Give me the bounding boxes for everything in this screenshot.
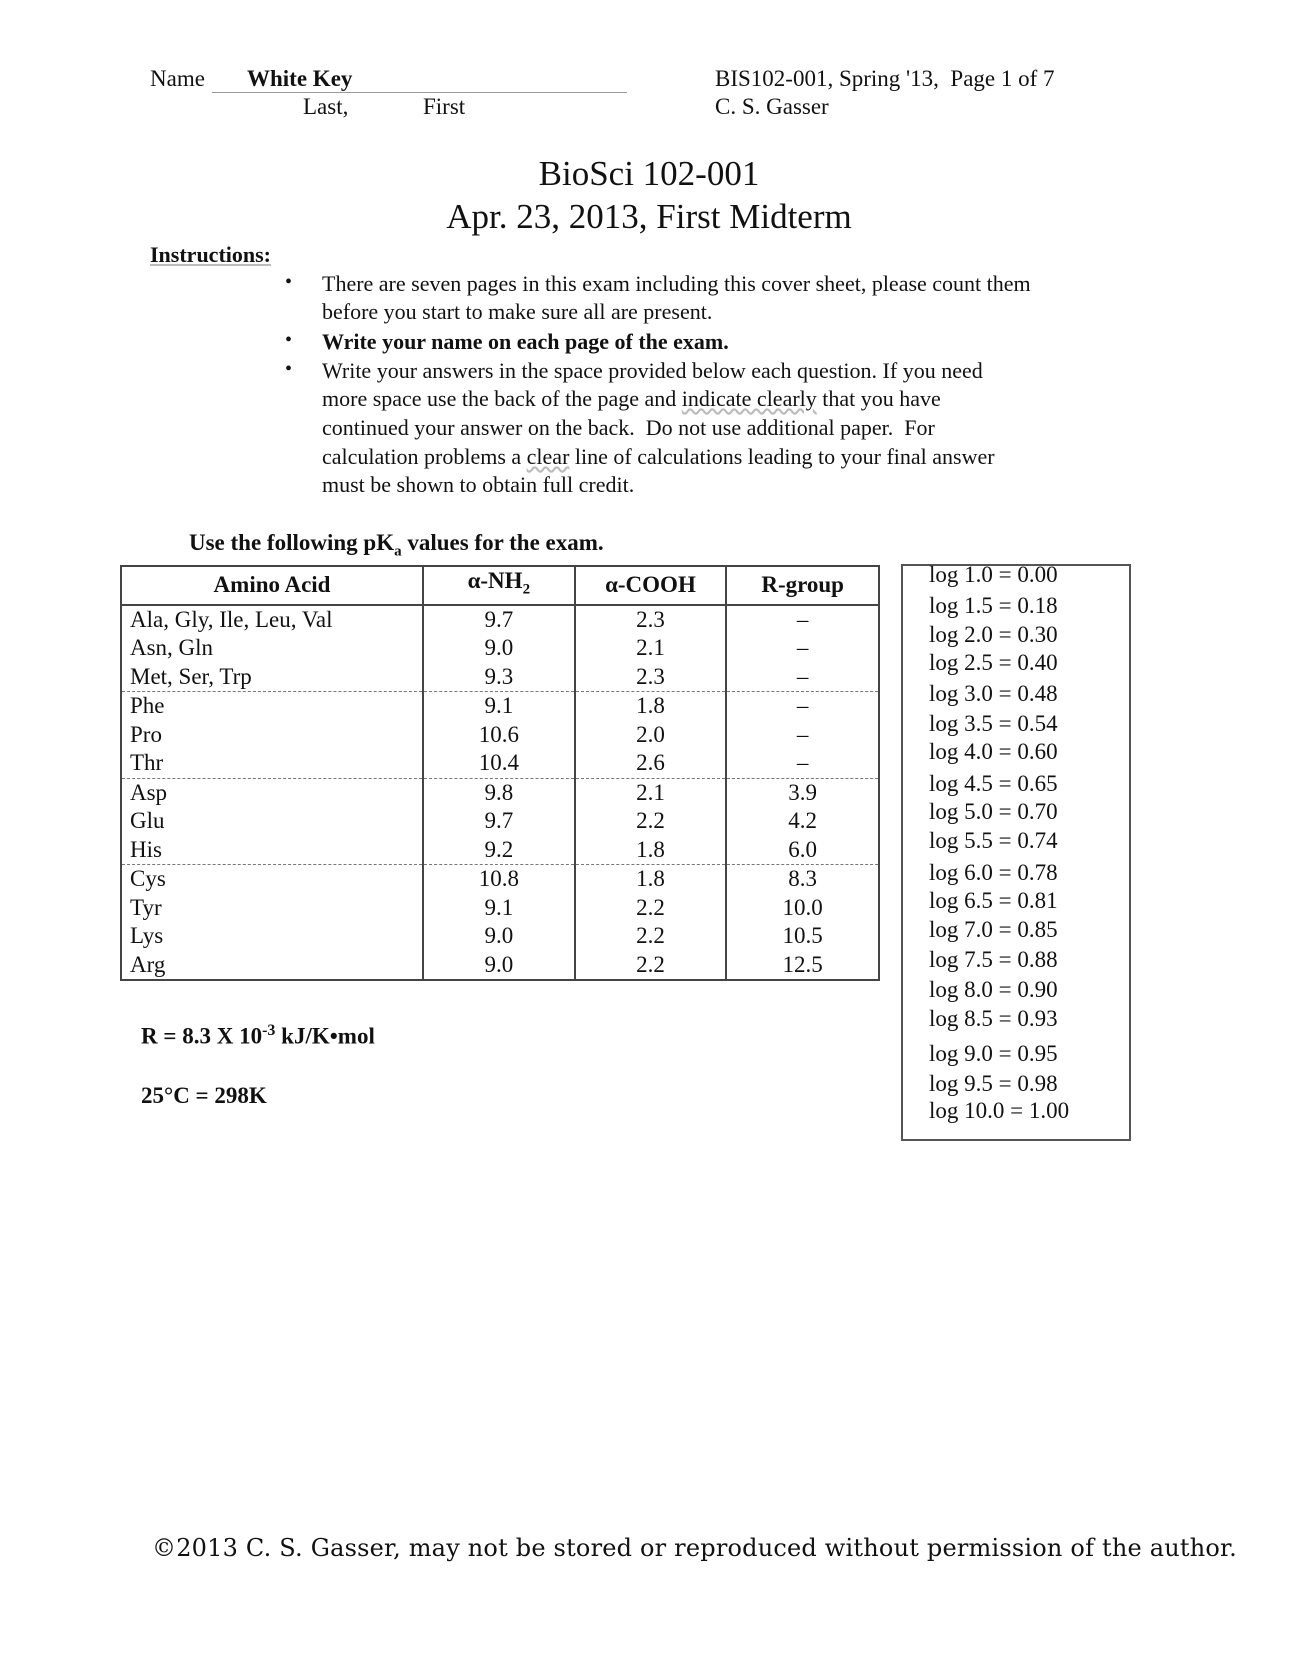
gas-constant-value: R = 8.3 X 10 (141, 1023, 263, 1049)
last-label: Last, (303, 94, 349, 119)
amino-acid-cell: Glu (121, 807, 423, 836)
pka-table-body (121, 605, 879, 981)
alpha-nh2-cell: 9.8 (423, 778, 575, 807)
pka-caption-sub: a (394, 543, 402, 560)
instruction-3-line-2-a: more space use the back of the page and (322, 386, 682, 411)
nh2-label: α-NH (467, 568, 523, 593)
instruction-2: Write your name on each page of the exam. (322, 329, 729, 354)
alpha-nh2-cell: 10.8 (423, 865, 575, 894)
table-row (121, 663, 879, 692)
col-header-r-group: R-group (726, 566, 879, 605)
pka-header-row (121, 566, 879, 605)
alpha-nh2-cell: 9.0 (423, 922, 575, 951)
log-entry: log 4.0 = 0.60 (929, 739, 1058, 764)
log-entry: log 3.5 = 0.54 (929, 711, 1058, 736)
table-row (121, 922, 879, 951)
course-title: BioSci 102-001 (538, 154, 760, 193)
instruction-3-line-2-c: that you have (816, 386, 941, 411)
amino-acid-cell: Tyr (121, 894, 423, 923)
alpha-cooh-cell: 1.8 (575, 836, 727, 865)
r-group-cell: 6.0 (726, 836, 879, 865)
r-group-cell: – (726, 663, 879, 692)
name-underline (212, 92, 627, 93)
r-group-cell: 3.9 (726, 778, 879, 807)
amino-acid-cell: Arg (121, 951, 423, 981)
alpha-cooh-cell: 2.2 (575, 807, 727, 836)
alpha-cooh-cell: 2.3 (575, 663, 727, 692)
pka-caption (189, 530, 604, 561)
log-entry: log 2.5 = 0.40 (929, 650, 1058, 675)
alpha-cooh-cell: 2.2 (575, 894, 727, 923)
alpha-nh2-cell: 9.1 (423, 692, 575, 721)
r-group-cell: – (726, 721, 879, 750)
log-entry: log 1.0 = 0.00 (929, 562, 1058, 587)
alpha-nh2-cell: 9.0 (423, 951, 575, 981)
table-row (121, 778, 879, 807)
r-group-cell: – (726, 605, 879, 635)
gas-constant-units: kJ/K•mol (275, 1023, 375, 1049)
instructor-name: C. S. Gasser (715, 94, 829, 119)
alpha-nh2-cell: 10.6 (423, 721, 575, 750)
col-header-amino-acid: Amino Acid (121, 566, 423, 605)
bullet-3: • (285, 358, 293, 380)
log-entry: log 1.5 = 0.18 (929, 593, 1058, 618)
log-entry: log 5.0 = 0.70 (929, 799, 1058, 824)
amino-acid-cell: Asp (121, 778, 423, 807)
instruction-3-line-4-a: calculation problems a (322, 444, 527, 469)
alpha-nh2-cell: 9.1 (423, 894, 575, 923)
r-group-cell: 10.0 (726, 894, 879, 923)
table-row (121, 749, 879, 778)
instruction-3-line-4 (322, 442, 1152, 471)
table-row (121, 807, 879, 836)
amino-acid-cell: Thr (121, 749, 423, 778)
pka-caption-post: values for the exam. (401, 530, 604, 555)
instruction-3-line-1: Write your answers in the space provided below each question. If you need (322, 358, 983, 383)
instruction-3-line-3: continued your answer on the back. Do not use additional paper. For (322, 415, 935, 440)
log-entry: log 6.5 = 0.81 (929, 888, 1058, 913)
log-entry: log 5.5 = 0.74 (929, 828, 1058, 853)
amino-acid-cell: Cys (121, 865, 423, 894)
r-group-cell: – (726, 692, 879, 721)
log-entry: log 7.0 = 0.85 (929, 917, 1058, 942)
gas-constant (141, 1022, 375, 1050)
alpha-nh2-cell: 9.3 (423, 663, 575, 692)
name-value: White Key (247, 66, 353, 91)
log-entry: log 8.5 = 0.93 (929, 1006, 1058, 1031)
alpha-nh2-cell: 10.4 (423, 749, 575, 778)
alpha-cooh-cell: 2.0 (575, 721, 727, 750)
r-group-cell: 12.5 (726, 951, 879, 981)
pka-caption-pre: Use the following pK (189, 530, 395, 555)
log-entry: log 4.5 = 0.65 (929, 771, 1058, 796)
instruction-3-clear: clear (526, 444, 570, 469)
r-group-cell: 10.5 (726, 922, 879, 951)
amino-acid-cell: Phe (121, 692, 423, 721)
log-entry: log 2.0 = 0.30 (929, 622, 1058, 647)
r-group-cell: – (726, 634, 879, 663)
table-row (121, 865, 879, 894)
table-row (121, 634, 879, 663)
first-label: First (423, 94, 466, 119)
log-entry: log 10.0 = 1.00 (929, 1098, 1070, 1123)
r-group-cell: 8.3 (726, 865, 879, 894)
table-row (121, 605, 879, 635)
log-entry: log 6.0 = 0.78 (929, 860, 1058, 885)
alpha-cooh-cell: 2.2 (575, 922, 727, 951)
amino-acid-cell: Met, Ser, Trp (121, 663, 423, 692)
instruction-3-line-4-c: line of calculations leading to your final answer (569, 444, 995, 469)
instructions-heading: Instructions: (150, 242, 272, 267)
r-group-cell: – (726, 749, 879, 778)
instruction-3-line-5: must be shown to obtain full credit. (322, 472, 635, 497)
alpha-cooh-cell: 1.8 (575, 692, 727, 721)
alpha-nh2-cell: 9.0 (423, 634, 575, 663)
amino-acid-cell: Lys (121, 922, 423, 951)
amino-acid-cell: Asn, Gln (121, 634, 423, 663)
alpha-cooh-cell: 1.8 (575, 865, 727, 894)
alpha-nh2-cell: 9.2 (423, 836, 575, 865)
alpha-cooh-cell: 2.2 (575, 951, 727, 981)
copyright-footer: ©2013 C. S. Gasser, may not be stored or reproduced without permission of the author. (152, 1534, 1237, 1562)
bullet-1: • (285, 271, 293, 293)
amino-acid-cell: His (121, 836, 423, 865)
table-row (121, 836, 879, 865)
name-label: Name (150, 66, 205, 91)
course-page-info: BIS102-001, Spring '13, Page 1 of 7 (715, 66, 1055, 91)
alpha-cooh-cell: 2.3 (575, 605, 727, 635)
alpha-cooh-cell: 2.1 (575, 778, 727, 807)
instruction-1-line-2: before you start to make sure all are present. (322, 299, 713, 324)
log-entry: log 9.5 = 0.98 (929, 1071, 1058, 1096)
bullet-2: • (285, 329, 293, 351)
exam-title: Apr. 23, 2013, First Midterm (446, 197, 852, 236)
log-entry: log 7.5 = 0.88 (929, 947, 1058, 972)
log-entry: log 3.0 = 0.48 (929, 681, 1058, 706)
col-header-alpha-cooh: α-COOH (575, 566, 727, 605)
temperature-conversion: 25°C = 298K (141, 1083, 267, 1108)
instruction-1-line-1: There are seven pages in this exam including this cover sheet, please count them (322, 271, 1031, 296)
table-row (121, 721, 879, 750)
alpha-nh2-cell: 9.7 (423, 605, 575, 635)
col-header-alpha-nh2 (423, 566, 575, 605)
table-row (121, 951, 879, 981)
log-entry: log 9.0 = 0.95 (929, 1041, 1058, 1066)
r-group-cell: 4.2 (726, 807, 879, 836)
table-row (121, 692, 879, 721)
alpha-nh2-cell: 9.7 (423, 807, 575, 836)
instruction-3-indicate-clearly: indicate clearly (681, 386, 817, 411)
nh2-subscript: 2 (522, 581, 531, 598)
alpha-cooh-cell: 2.1 (575, 634, 727, 663)
instruction-3-line-2 (322, 384, 1152, 413)
table-row (121, 894, 879, 923)
log-entry: log 8.0 = 0.90 (929, 977, 1058, 1002)
gas-constant-exponent: -3 (262, 1022, 276, 1039)
amino-acid-cell: Pro (121, 721, 423, 750)
amino-acid-cell: Ala, Gly, Ile, Leu, Val (121, 605, 423, 635)
alpha-cooh-cell: 2.6 (575, 749, 727, 778)
pka-table (120, 565, 880, 981)
